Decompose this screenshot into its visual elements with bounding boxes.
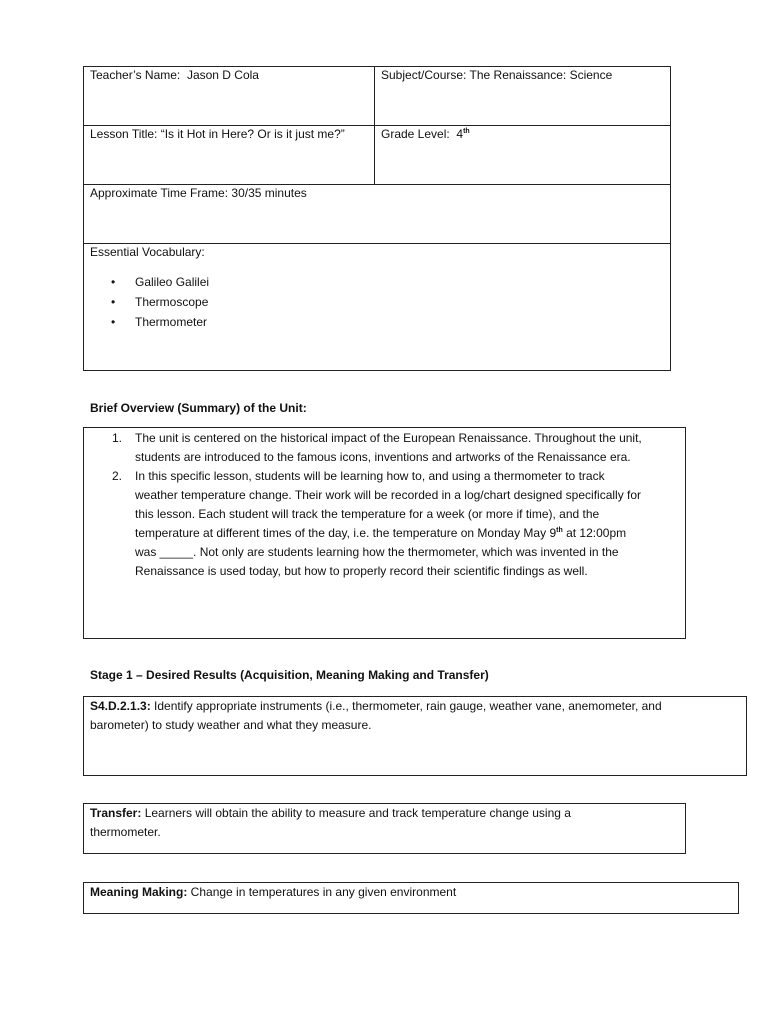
time-frame-label: Approximate Time Frame: <box>90 186 229 200</box>
lesson-title-cell <box>84 125 351 144</box>
teacher-name-value: Jason D Cola <box>186 68 259 82</box>
subject-course-label: Subject/Course: <box>381 68 467 82</box>
transfer-text: Transfer: Learners will obtain the ability to measure and track temperature change using a thermometer. <box>90 806 571 839</box>
time-frame-cell <box>84 184 313 203</box>
grade-level-value: 4 <box>456 127 464 141</box>
transfer-label: Transfer: <box>90 806 142 820</box>
overview-heading: Brief Overview (Summary) of the Unit: <box>90 401 307 415</box>
meaning-making-label: Meaning Making: <box>90 885 188 899</box>
overview-list <box>91 429 681 581</box>
grade-level-label: Grade Level: <box>381 127 450 141</box>
lesson-title-label: Lesson Title: <box>90 127 158 141</box>
lesson-title-value: “Is it Hot in Here? Or is it just me?” <box>160 127 345 141</box>
meaning-making-text: Meaning Making: Change in temperatures in any given environment <box>90 885 457 899</box>
list-item: 1. The unit is centered on the historical impact of the European Renaissance. Throughout the unit, students are introduced to the famous icons, inventions and artworks of the Renaissance era. <box>112 431 642 464</box>
vocabulary-heading: Essential Vocabulary: <box>90 245 205 259</box>
grade-level-cell <box>375 125 476 144</box>
list-item: 2. In this specific lesson, students will be learning how to, and using a thermometer to track weather temperature change. Their work will be recorded in a log/chart designed specifically for this lesson. Each student will track the temperature for a week (or more if time), and the temperature at different times of the day, i.e. the temperature on Monday May 9th at 12:00pm was _____. Not only are students learning how the thermometer, which was invented in the Renaissance is used today, but how to properly record their scientific findings as well. <box>112 469 642 578</box>
grade-level-suffix: th <box>463 128 470 135</box>
teacher-name-cell <box>84 66 265 85</box>
standard-text: S4.D.2.1.3: Identify appropriate instruments (i.e., thermometer, rain gauge, weather vane, anemometer, and barometer) to study weather and what they measure. <box>90 699 662 732</box>
teacher-name-label: Teacher’s Name: <box>90 68 181 82</box>
subject-course-value: The Renaissance: Science <box>469 68 613 82</box>
list-item: • Galileo Galilei <box>90 273 209 293</box>
subject-course-cell <box>375 66 618 85</box>
time-frame-value: 30/35 minutes <box>231 186 307 200</box>
standard-code: S4.D.2.1.3: <box>90 699 151 713</box>
list-item: • Thermometer <box>90 313 209 333</box>
list-item: • Thermoscope <box>90 293 209 313</box>
stage1-heading: Stage 1 – Desired Results (Acquisition, Meaning Making and Transfer) <box>90 668 489 682</box>
vocabulary-list <box>90 273 209 333</box>
